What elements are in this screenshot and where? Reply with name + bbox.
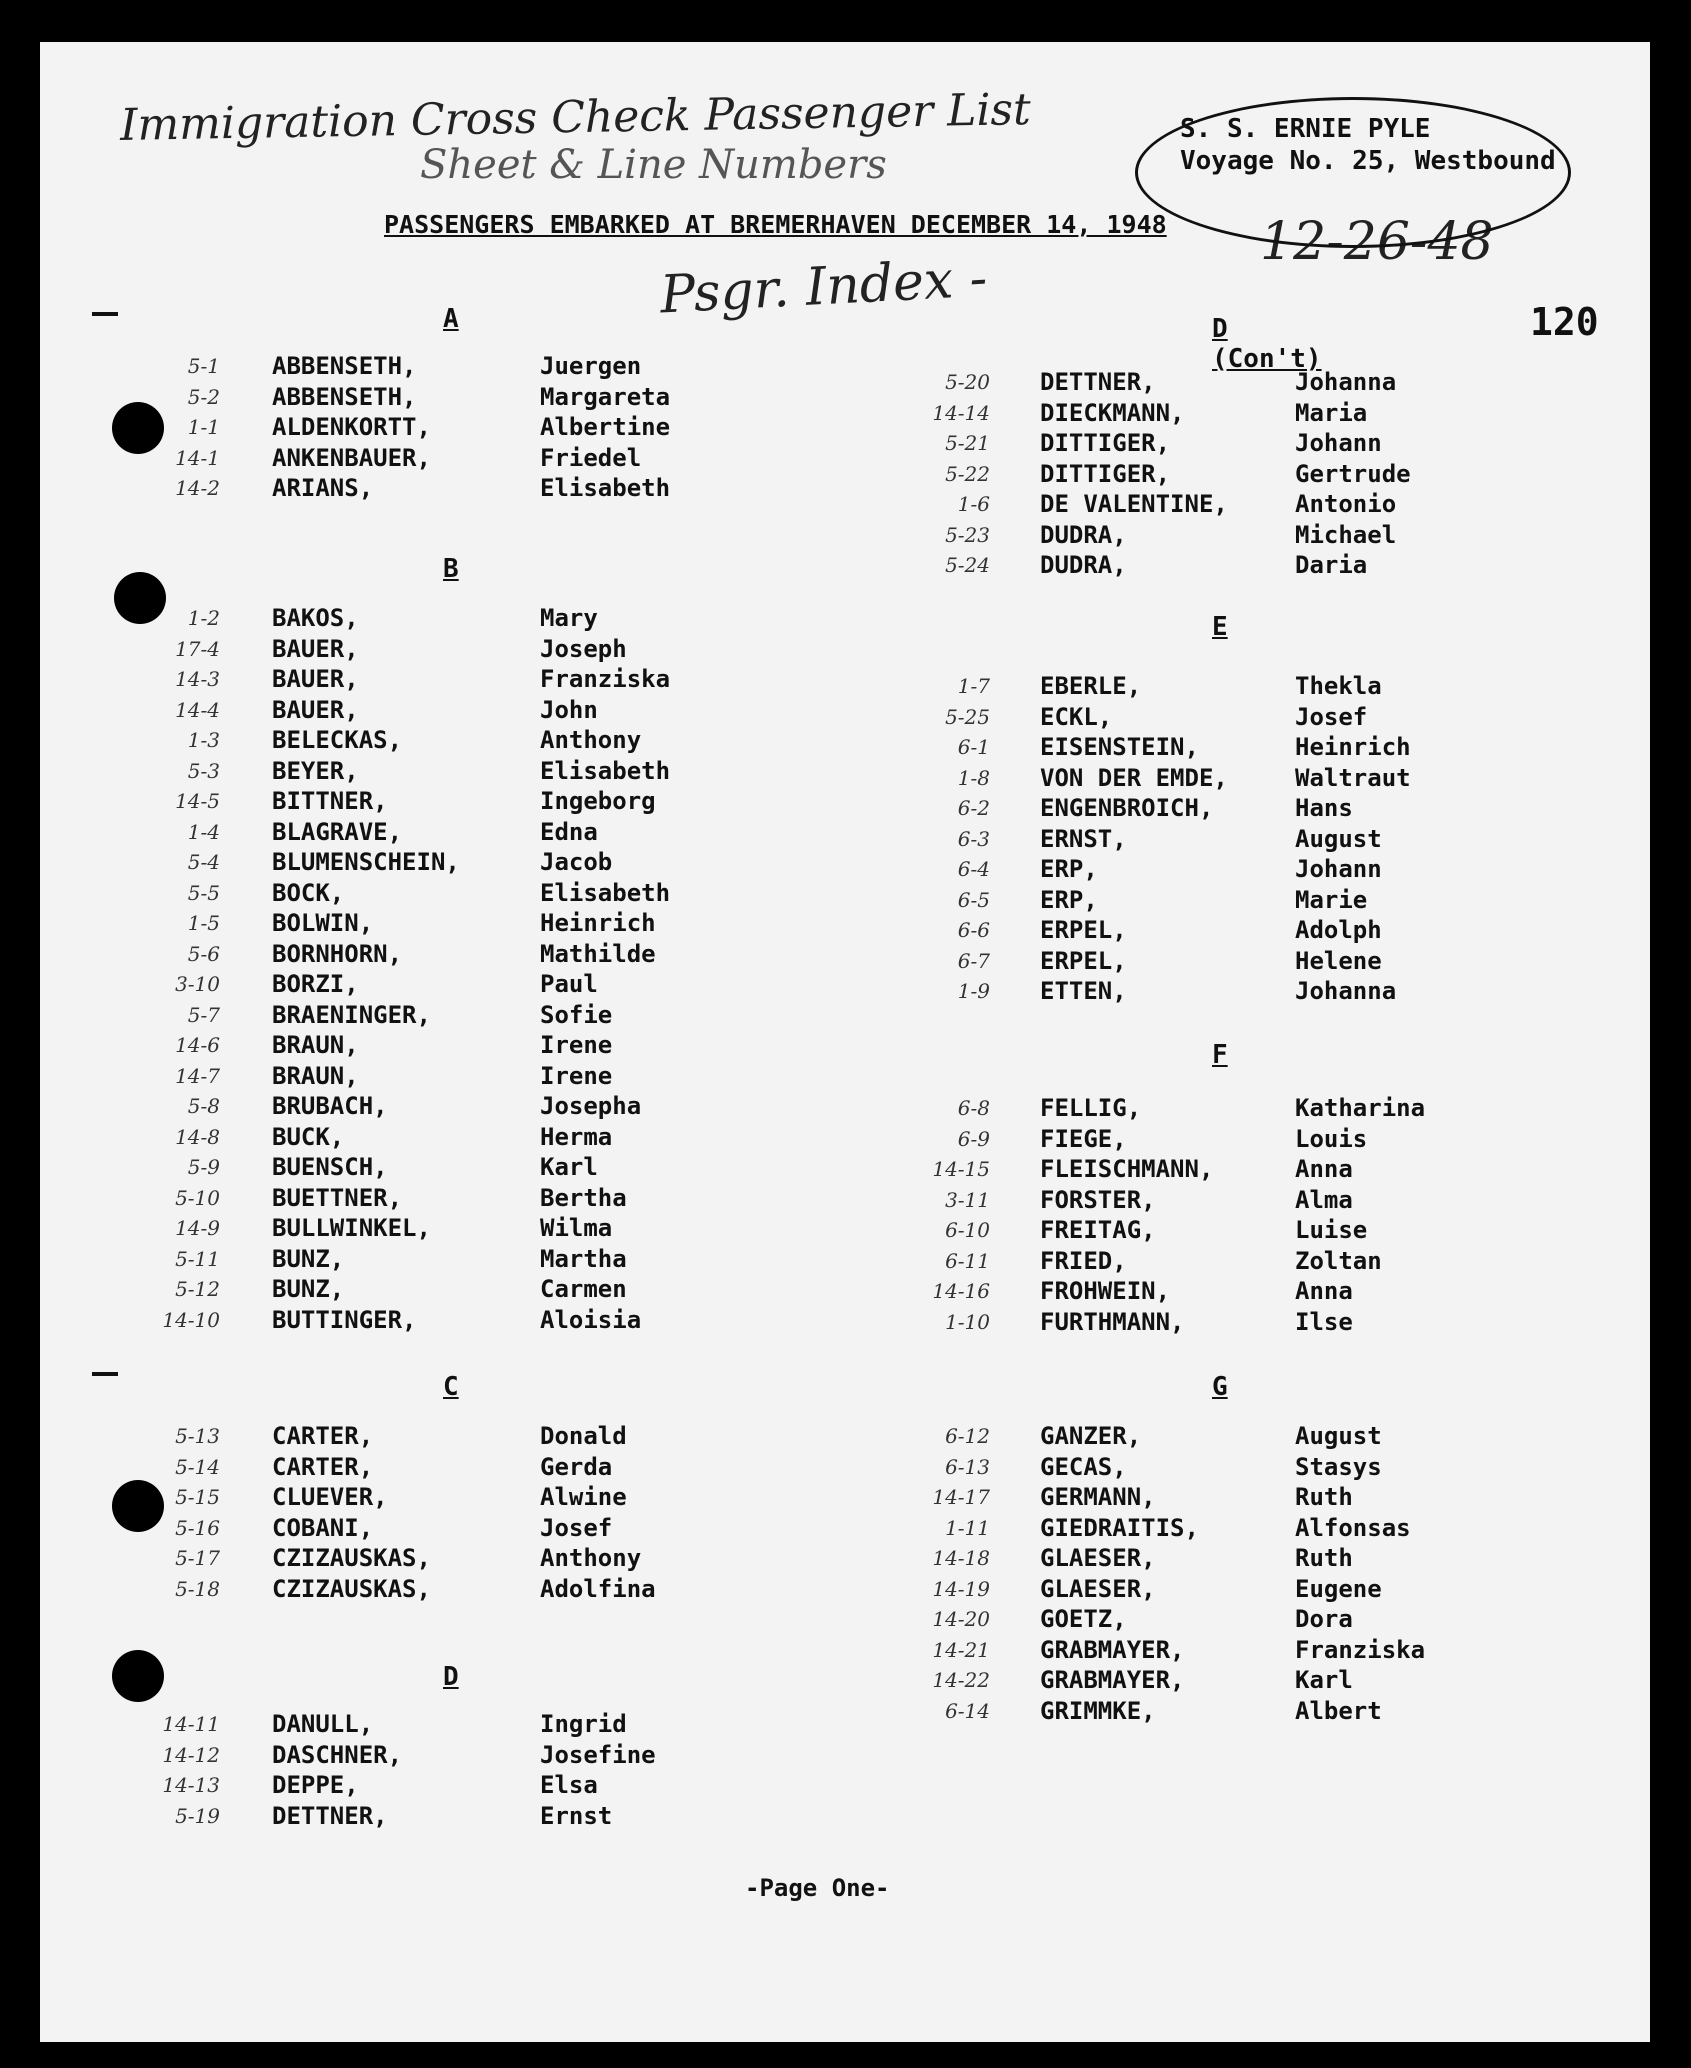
sheet-line-number: 1-10 (945, 1309, 990, 1334)
passenger-given-name: Jacob (540, 848, 613, 876)
section-letter: A (443, 304, 459, 334)
passenger-surname: BAUER, (272, 634, 359, 663)
passenger-surname: GECAS, (1040, 1452, 1127, 1481)
document-page (40, 42, 1650, 2042)
passenger-surname: DE VALENTINE, (1040, 490, 1228, 518)
passenger-given-name: Bertha (540, 1183, 627, 1212)
passenger-surname: ERPEL, (1040, 916, 1127, 944)
passenger-given-name: Josefine (540, 1740, 656, 1769)
document-title: PASSENGERS EMBARKED AT BREMERHAVEN DECEMBER 14, 1948 (384, 210, 1167, 239)
passenger-surname: BRUBACH, (272, 1092, 388, 1120)
sheet-line-number: 5-25 (945, 704, 990, 729)
sheet-line-number: 5-17 (175, 1546, 220, 1570)
passenger-given-name: Elsa (540, 1771, 598, 1799)
passenger-given-name: Ingeborg (540, 787, 656, 815)
sheet-line-number: 14-4 (175, 697, 220, 722)
passenger-surname: CZIZAUSKAS, (272, 1544, 431, 1572)
sheet-line-number: 14-21 (932, 1637, 990, 1662)
sheet-line-number: 5-1 (187, 354, 220, 378)
passenger-surname: ERNST, (1040, 824, 1127, 853)
voyage-number: Voyage No. 25, Westbound (1180, 146, 1556, 176)
passenger-surname: GIEDRAITIS, (1040, 1513, 1199, 1542)
passenger-surname: BRAENINGER, (272, 1000, 431, 1029)
sheet-line-number: 6-9 (957, 1126, 990, 1151)
passenger-surname: ABBENSETH, (272, 352, 417, 380)
passenger-given-name: Marie (1295, 885, 1368, 914)
passenger-given-name: Josef (1295, 702, 1368, 731)
passenger-given-name: Elisabeth (540, 878, 671, 907)
passenger-given-name: Friedel (540, 443, 642, 472)
passenger-surname: DITTIGER, (1040, 459, 1171, 488)
passenger-given-name: Gerda (540, 1452, 613, 1481)
passenger-given-name: Elisabeth (540, 474, 671, 502)
sheet-line-number: 14-5 (175, 789, 220, 813)
passenger-surname: BORNHORN, (272, 939, 403, 968)
sheet-line-number: 6-11 (945, 1248, 990, 1273)
sheet-line-number: 6-12 (945, 1424, 990, 1448)
passenger-given-name: Josepha (540, 1092, 642, 1120)
sheet-line-number: 5-18 (175, 1576, 220, 1601)
passenger-given-name: Karl (540, 1153, 598, 1181)
passenger-surname: BELECKAS, (272, 726, 403, 754)
passenger-given-name: Adolph (1295, 916, 1382, 944)
sheet-line-number: 5-21 (945, 431, 990, 455)
passenger-given-name: Joseph (540, 634, 627, 663)
section-letter: D (443, 1662, 459, 1692)
punch-hole (112, 1650, 164, 1702)
passenger-given-name: Zoltan (1295, 1246, 1382, 1275)
passenger-given-name: Anna (1295, 1155, 1353, 1183)
passenger-given-name: Gertrude (1295, 459, 1411, 488)
sheet-line-number: 5-16 (175, 1515, 220, 1540)
passenger-given-name: Waltraut (1295, 763, 1411, 792)
section-letter: B (443, 554, 459, 584)
passenger-surname: BOLWIN, (272, 909, 374, 937)
passenger-surname: BLUMENSCHEIN, (272, 848, 460, 876)
passenger-surname: GANZER, (1040, 1422, 1142, 1450)
sheet-line-number: 3-10 (175, 972, 220, 996)
passenger-surname: BLAGRAVE, (272, 817, 403, 846)
handwritten-note-line2: Sheet & Line Numbers (420, 142, 887, 188)
sheet-line-number: 14-20 (932, 1607, 990, 1631)
passenger-surname: GLAESER, (1040, 1574, 1156, 1603)
passenger-surname: EBERLE, (1040, 672, 1142, 700)
sheet-line-number: 6-3 (957, 826, 990, 851)
sheet-line-number: 5-19 (175, 1803, 220, 1828)
passenger-given-name: Ingrid (540, 1710, 627, 1738)
passenger-given-name: Margareta (540, 382, 671, 411)
passenger-surname: FRIED, (1040, 1246, 1127, 1275)
passenger-surname: BITTNER, (272, 787, 388, 815)
section-letter: E (1212, 612, 1228, 642)
passenger-given-name: Louis (1295, 1124, 1368, 1153)
sheet-line-number: 5-11 (175, 1246, 220, 1271)
passenger-surname: FURTHMANN, (1040, 1307, 1185, 1336)
passenger-surname: FELLIG, (1040, 1094, 1142, 1122)
sheet-line-number: 1-2 (187, 606, 220, 630)
passenger-surname: ANKENBAUER, (272, 443, 431, 472)
passenger-surname: BOCK, (272, 878, 345, 907)
sheet-line-number: 5-4 (187, 850, 220, 874)
section-letter: F (1212, 1040, 1228, 1070)
sheet-line-number: 5-15 (175, 1485, 220, 1509)
passenger-given-name: Daria (1295, 551, 1368, 579)
passenger-surname: BRAUN, (272, 1061, 359, 1090)
sheet-line-number: 5-20 (945, 370, 990, 394)
sheet-line-number: 14-11 (162, 1712, 220, 1736)
section-letter: G (1212, 1372, 1228, 1402)
passenger-given-name: Luise (1295, 1216, 1368, 1244)
passenger-given-name: Dora (1295, 1605, 1353, 1633)
sheet-line-number: 6-13 (945, 1454, 990, 1479)
sheet-line-number: 5-2 (187, 384, 220, 409)
sheet-line-number: 6-4 (957, 857, 990, 881)
passenger-given-name: Ernst (540, 1801, 613, 1830)
sheet-line-number: 6-8 (957, 1096, 990, 1120)
passenger-given-name: Hans (1295, 794, 1353, 822)
passenger-surname: ARIANS, (272, 474, 374, 502)
passenger-surname: ERPEL, (1040, 946, 1127, 975)
sheet-line-number: 5-23 (945, 522, 990, 547)
passenger-surname: BUENSCH, (272, 1153, 388, 1181)
passenger-given-name: Anthony (540, 1544, 642, 1572)
passenger-given-name: Albert (1295, 1696, 1382, 1725)
sheet-line-number: 14-13 (162, 1773, 220, 1797)
passenger-given-name: Maria (1295, 398, 1368, 427)
passenger-given-name: Paul (540, 970, 598, 998)
sheet-line-number: 14-3 (175, 667, 220, 691)
margin-mark (92, 1372, 118, 1376)
sheet-line-number: 5-3 (187, 758, 220, 783)
passenger-given-name: Heinrich (540, 909, 656, 937)
sheet-line-number: 14-14 (932, 400, 990, 425)
passenger-surname: GERMANN, (1040, 1483, 1156, 1511)
passenger-surname: BAUER, (272, 665, 359, 693)
passenger-given-name: Josef (540, 1513, 613, 1542)
page-number: 120 (1530, 300, 1599, 344)
sheet-line-number: 5-7 (187, 1002, 220, 1027)
passenger-given-name: Antonio (1295, 490, 1397, 518)
passenger-given-name: Sofie (540, 1000, 613, 1029)
sheet-line-number: 1-9 (957, 979, 990, 1003)
passenger-surname: FORSTER, (1040, 1185, 1156, 1214)
passenger-given-name: Karl (1295, 1666, 1353, 1694)
passenger-surname: BORZI, (272, 970, 359, 998)
passenger-given-name: Carmen (540, 1275, 627, 1303)
passenger-given-name: John (540, 695, 598, 724)
sheet-line-number: 6-2 (957, 796, 990, 820)
passenger-surname: DUDRA, (1040, 551, 1127, 579)
passenger-surname: BEYER, (272, 756, 359, 785)
passenger-given-name: Alfonsas (1295, 1513, 1411, 1542)
passenger-given-name: Johanna (1295, 368, 1397, 396)
passenger-surname: DANULL, (272, 1710, 374, 1738)
passenger-surname: CARTER, (272, 1452, 374, 1481)
passenger-given-name: Wilma (540, 1214, 613, 1242)
sheet-line-number: 1-5 (187, 911, 220, 935)
passenger-surname: DIECKMANN, (1040, 398, 1185, 427)
passenger-surname: DETTNER, (272, 1801, 388, 1830)
passenger-surname: VON DER EMDE, (1040, 763, 1228, 792)
passenger-given-name: Mary (540, 604, 598, 632)
sheet-line-number: 14-17 (932, 1485, 990, 1509)
passenger-surname: ABBENSETH, (272, 382, 417, 411)
passenger-given-name: Ilse (1295, 1307, 1353, 1336)
passenger-given-name: Herma (540, 1122, 613, 1151)
passenger-surname: CZIZAUSKAS, (272, 1574, 431, 1603)
sheet-line-number: 14-6 (175, 1033, 220, 1057)
sheet-line-number: 5-13 (175, 1424, 220, 1448)
passenger-surname: BUNZ, (272, 1275, 345, 1303)
passenger-given-name: Franziska (540, 665, 671, 693)
passenger-given-name: Alma (1295, 1185, 1353, 1214)
passenger-surname: FREITAG, (1040, 1216, 1156, 1244)
passenger-given-name: Johanna (1295, 977, 1397, 1005)
passenger-given-name: Stasys (1295, 1452, 1382, 1481)
sheet-line-number: 14-22 (932, 1668, 990, 1692)
passenger-surname: FROHWEIN, (1040, 1277, 1171, 1305)
sheet-line-number: 14-2 (175, 476, 220, 500)
passenger-given-name: Anna (1295, 1277, 1353, 1305)
passenger-surname: ALDENKORTT, (272, 413, 431, 441)
passenger-surname: FIEGE, (1040, 1124, 1127, 1153)
passenger-surname: BUCK, (272, 1122, 345, 1151)
passenger-surname: ERP, (1040, 855, 1098, 883)
passenger-surname: CARTER, (272, 1422, 374, 1450)
sheet-line-number: 5-10 (175, 1185, 220, 1210)
passenger-surname: ERP, (1040, 885, 1098, 914)
passenger-given-name: Irene (540, 1061, 613, 1090)
passenger-surname: CLUEVER, (272, 1483, 388, 1511)
section-letter: D (Con't) (1212, 314, 1322, 374)
sheet-line-number: 14-7 (175, 1063, 220, 1088)
passenger-surname: GRABMAYER, (1040, 1666, 1185, 1694)
passenger-given-name: Edna (540, 817, 598, 846)
passenger-given-name: Albertine (540, 413, 671, 441)
sheet-line-number: 14-10 (162, 1307, 220, 1332)
passenger-surname: EISENSTEIN, (1040, 733, 1199, 761)
sheet-line-number: 5-24 (945, 553, 990, 577)
sheet-line-number: 1-7 (957, 674, 990, 698)
passenger-surname: ETTEN, (1040, 977, 1127, 1005)
passenger-surname: BAUER, (272, 695, 359, 724)
sheet-line-number: 14-16 (932, 1279, 990, 1303)
sheet-line-number: 5-22 (945, 461, 990, 486)
passenger-surname: DEPPE, (272, 1771, 359, 1799)
section-letter: C (443, 1372, 459, 1402)
sheet-line-number: 6-5 (957, 887, 990, 912)
passenger-given-name: August (1295, 824, 1382, 853)
passenger-given-name: Johann (1295, 855, 1382, 883)
sheet-line-number: 1-1 (187, 415, 220, 439)
passenger-given-name: Donald (540, 1422, 627, 1450)
sheet-line-number: 6-1 (957, 735, 990, 759)
sheet-line-number: 1-11 (945, 1515, 990, 1540)
passenger-given-name: Eugene (1295, 1574, 1382, 1603)
sheet-line-number: 14-8 (175, 1124, 220, 1149)
passenger-given-name: Helene (1295, 946, 1382, 975)
passenger-surname: ECKL, (1040, 702, 1113, 731)
passenger-given-name: Michael (1295, 520, 1397, 549)
ship-name: S. S. ERNIE PYLE (1180, 114, 1431, 144)
sheet-line-number: 17-4 (175, 636, 220, 661)
passenger-given-name: Juergen (540, 352, 642, 380)
sheet-line-number: 5-5 (187, 880, 220, 905)
handwritten-index-note: Psgr. Index - (658, 248, 989, 326)
sheet-line-number: 14-19 (932, 1576, 990, 1601)
sheet-line-number: 1-8 (957, 765, 990, 790)
passenger-surname: GLAESER, (1040, 1544, 1156, 1572)
passenger-given-name: Heinrich (1295, 733, 1411, 761)
passenger-surname: BUETTNER, (272, 1183, 403, 1212)
passenger-surname: DUDRA, (1040, 520, 1127, 549)
sheet-line-number: 6-6 (957, 918, 990, 942)
passenger-surname: BAKOS, (272, 604, 359, 632)
sheet-line-number: 6-14 (945, 1698, 990, 1723)
sheet-line-number: 5-12 (175, 1277, 220, 1301)
passenger-surname: BRAUN, (272, 1031, 359, 1059)
sheet-line-number: 1-6 (957, 492, 990, 516)
sheet-line-number: 6-10 (945, 1218, 990, 1242)
sheet-line-number: 6-7 (957, 948, 990, 973)
sheet-line-number: 14-12 (162, 1742, 220, 1767)
sheet-line-number: 5-6 (187, 941, 220, 966)
sheet-line-number: 5-9 (187, 1155, 220, 1179)
passenger-surname: FLEISCHMANN, (1040, 1155, 1214, 1183)
passenger-given-name: Anthony (540, 726, 642, 754)
sheet-line-number: 14-9 (175, 1216, 220, 1240)
passenger-surname: GRABMAYER, (1040, 1635, 1185, 1664)
passenger-given-name: Adolfina (540, 1574, 656, 1603)
page-footer: -Page One- (745, 1874, 890, 1902)
sheet-line-number: 1-3 (187, 728, 220, 752)
sheet-line-number: 14-15 (932, 1157, 990, 1181)
passenger-given-name: Katharina (1295, 1094, 1426, 1122)
passenger-surname: DITTIGER, (1040, 429, 1171, 457)
margin-mark (92, 312, 118, 316)
sheet-line-number: 5-14 (175, 1454, 220, 1479)
passenger-surname: BUNZ, (272, 1244, 345, 1273)
passenger-surname: ENGENBROICH, (1040, 794, 1214, 822)
passenger-surname: COBANI, (272, 1513, 374, 1542)
passenger-given-name: Alwine (540, 1483, 627, 1511)
passenger-given-name: Ruth (1295, 1544, 1353, 1572)
passenger-surname: BUTTINGER, (272, 1305, 417, 1334)
sheet-line-number: 5-8 (187, 1094, 220, 1118)
passenger-surname: DETTNER, (1040, 368, 1156, 396)
passenger-surname: DASCHNER, (272, 1740, 403, 1769)
sheet-line-number: 3-11 (945, 1187, 990, 1212)
sheet-line-number: 14-1 (175, 445, 220, 470)
passenger-surname: GRIMMKE, (1040, 1696, 1156, 1725)
passenger-given-name: Johann (1295, 429, 1382, 457)
passenger-given-name: Thekla (1295, 672, 1382, 700)
sheet-line-number: 1-4 (187, 819, 220, 844)
passenger-given-name: August (1295, 1422, 1382, 1450)
passenger-surname: GOETZ, (1040, 1605, 1127, 1633)
passenger-given-name: Irene (540, 1031, 613, 1059)
handwritten-date: 12-26-48 (1260, 212, 1494, 272)
passenger-given-name: Martha (540, 1244, 627, 1273)
passenger-given-name: Ruth (1295, 1483, 1353, 1511)
passenger-surname: BULLWINKEL, (272, 1214, 431, 1242)
passenger-given-name: Mathilde (540, 939, 656, 968)
passenger-given-name: Franziska (1295, 1635, 1426, 1664)
passenger-given-name: Elisabeth (540, 756, 671, 785)
passenger-given-name: Aloisia (540, 1305, 642, 1334)
sheet-line-number: 14-18 (932, 1546, 990, 1570)
handwritten-note-line1: Immigration Cross Check Passenger List (119, 84, 1032, 151)
